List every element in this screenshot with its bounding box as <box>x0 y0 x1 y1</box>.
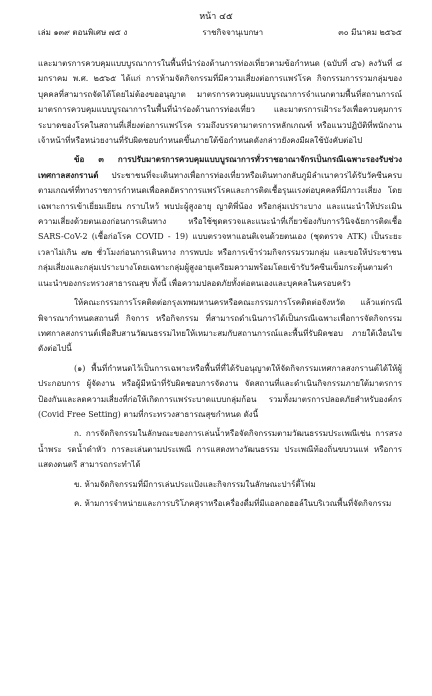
item-kho: ค. ห้ามการจำหน่ายและการบริโภคสุราหรือเครื่องดื่มที่มีแอลกอฮอล์ในบริเวณพื้นที่จัดกิจกรรม <box>74 498 392 508</box>
item-kh: ข. ห้ามจัดกิจกรรมที่มีการเล่นประแป้งและกิจกรรมในลักษณะปาร์ตี้โฟม <box>74 479 316 489</box>
section-3-title: ข้อ ๓ การปรับมาตรการควบคุมแบบบูรณาการทั่วราชอาณาจักรเป็นกรณีเฉพาะรองรับช่วงเทศกาลสงกรานต์ <box>38 154 402 180</box>
item-1: (๑) พื้นที่กำหนดไว้เป็นการเฉพาะหรือพื้นที่ที่ได้รับอนุญาตให้จัดกิจกรรมเทศกาลสงกรานต์ได้ให้ผู้ประกอบการ ผู้จัดงาน หรือผู้มีหน้าที่รับผิดชอบการจัดงาน จัดสถานที่และดำเนินกิจกรรมภายใต้มาตรการป้องกันและลดความเสี่ยงที่ก่อให้เกิดการแพร่ระบาดแบบกลุ่มก้อน รวมทั้งมาตรการปลอดภัยสำหรับองค์กร (Covid Free Setting) ตามที่กระทรวงสาธารณสุขกำหนด ดังนี้ <box>38 363 402 419</box>
section-3 <box>38 152 402 291</box>
document-body <box>38 56 402 515</box>
item-k: ก. การจัดกิจกรรมในลักษณะของการเล่นน้ำหรือจัดกิจกรรมตามวัฒนธรรมประเพณีเช่น การสรงน้ำพระ รดน้ำดำหัว การละเล่นตามประเพณี การแสดงทางวัฒนธรรม ประเพณีท้องถิ่นขบวนแห่ หรือการแสดงดนตรี สามารถกระทำได้ <box>38 429 402 470</box>
volume-info: เล่ม ๑๓๙ ตอนพิเศษ ๗๕ ง <box>38 28 128 37</box>
paragraph-continued: และมาตรการควบคุมแบบบูรณาการในพื้นที่นำร่องด้านการท่องเที่ยวตามข้อกำหนด (ฉบับที่ ๔๖) ลงวันที่ ๘ มกราคม พ.ศ. ๒๕๖๕ ได้แก่ การห้ามจัดกิจกรรมที่มีความเสี่ยงต่อการแพร่โรค กิจกรรมการรวมกลุ่มของบุคคลที่สามารถจัดได้โดยไม่ต้องขออนุญาต มาตรการควบคุมแบบบูรณาการจำแนกตามพื้นที่สถานการณ์ มาตรการควบคุมแบบบูรณาการในพื้นที่นำร่องด้านการท่องเที่ยว และมาตรการเฝ้าระวังเพื่อควบคุมการระบาดของโรคในสถานที่เสี่ยงต่อการแพร่โรค รวมถึงบรรดามาตรการหลักเกณฑ์ หรือแนวปฏิบัติที่พนักงานเจ้าหน้าที่หรือหน่วยงานที่รับผิดชอบกำหนดขึ้นภายใต้ข้อกำหนดดังกล่าวยังคงมีผลใช้บังคับต่อไป <box>38 59 402 146</box>
publication-date: ๓๐ มีนาคม ๒๕๖๕ <box>338 28 402 37</box>
gazette-header <box>38 27 402 39</box>
paragraph-festival: ให้คณะกรรมการโรคติดต่อกรุงเทพมหานครหรือคณะกรรมการโรคติดต่อจังหวัด แล้วแต่กรณี พิจารณากำหนดสถานที่ กิจการ หรือกิจกรรม ที่สามารถดำเนินการได้เป็นกรณีเฉพาะเพื่อการจัดกิจกรรมเทศกาลสงกรานต์เพื่อสืบสานวัฒนธรรมไทยให้เหมาะสมกับสถานการณ์และพื้นที่รับผิดชอบ ภายใต้เงื่อนไขดังต่อไปนี้ <box>38 298 402 354</box>
section-3-text: ประชาชนที่จะเดินทางเพื่อการท่องเที่ยวหรือเดินทางกลับภูมิลำเนาควรได้รับวัคซีนครบตามเกณฑ์ที่ทางราชการกำหนดเพื่อลดอัตราการแพร่โรคและการติดเชื้อรุนแรงต่อบุคคลที่มีภาวะเสี่ยง โดยเฉพาะการเข้าเยี่ยมเยียน กราบไหว้ พบปะผู้สูงอายุ ญาติพี่น้อง หรือกลุ่มเปราะบาง และแนะนำให้ประเมินความเสี่ยงด้วยตนเองก่อนการเดินทาง หรือใช้ชุดตรวจและแนะนำที่เกี่ยวข้องกับการวินิจฉัยการติดเชื้อ SARS-CoV-2 (เชื้อก่อโรค COVID - 19) แบบตรวจหาแอนติเจนด้วยตนเอง (ชุดตรวจ ATK) เป็นระยะเวลาไม่เกิน ๗๒ ชั่วโมงก่อนการเดินทาง การพบปะ หรือการเข้าร่วมกิจกรรมรวมกลุ่ม และขอให้ประชาชนกลุ่มเสี่ยงและกลุ่มเปราะบางโดยเฉพาะกลุ่มผู้สูงอายุเตรียมความพร้อมโดยเข้ารับวัคซีนเข็มกระตุ้นตามคำแนะนำของกระทรวงสาธารณสุข ทั้งนี้ เพื่อความปลอดภัยทั้งต่อตนเองและบุคคลในครอบครัว <box>38 170 402 288</box>
page-number: หน้า ๔๕ <box>199 12 233 22</box>
publication-name: ราชกิจจานุเบกษา <box>202 28 264 37</box>
